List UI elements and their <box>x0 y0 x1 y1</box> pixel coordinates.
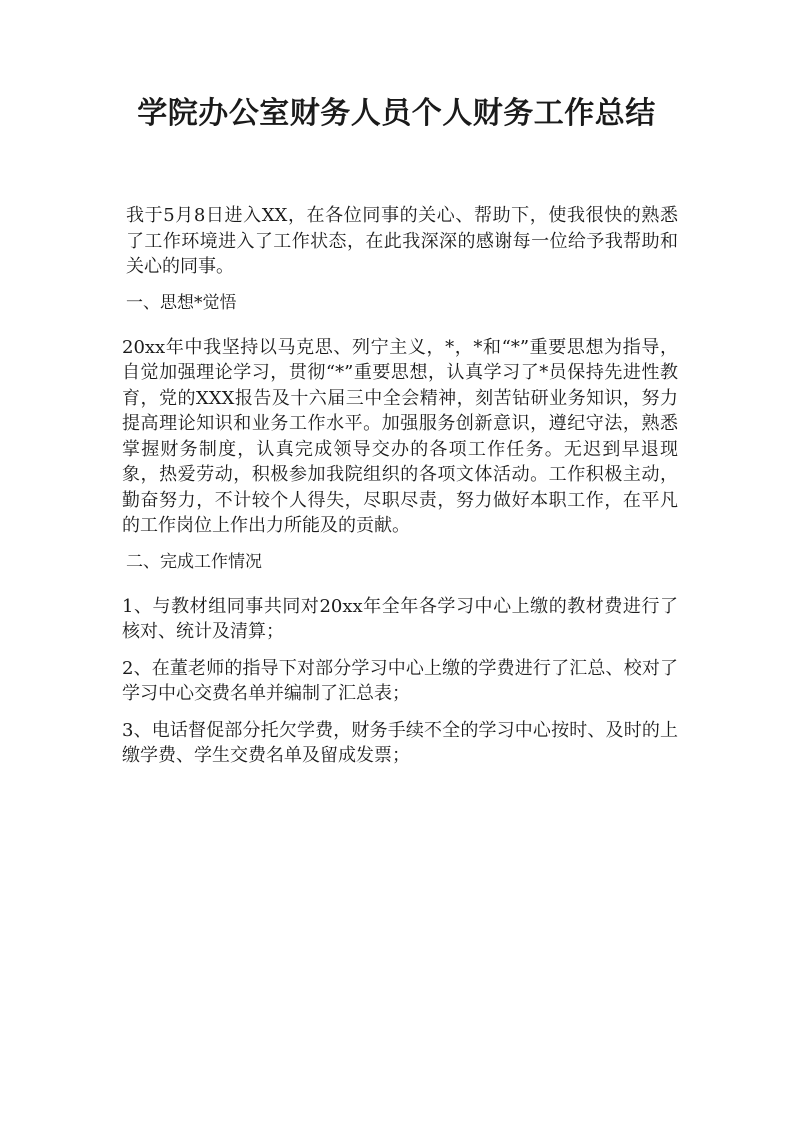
section-heading-thought: 一、思想*觉悟 <box>126 292 237 313</box>
document-body <box>118 203 678 780</box>
work-item-2: 2、在董老师的指导下对部分学习中心上缴的学费进行了汇总、校对了学习中心交费名单并编制了汇总表； <box>122 657 678 704</box>
intro-paragraph: 我于5月8日进入XX，在各位同事的关心、帮助下，使我很快的熟悉了工作环境进入了工作状态，在此我深深的感谢每一位给予我帮助和关心的同事。 <box>126 205 678 277</box>
section-paragraph-thought: 20xx年中我坚持以马克思、列宁主义，*，*和“*”重要思想为指导，自觉加强理论学习，贯彻“*”重要思想，认真学习了*员保持先进性教育，党的XXX报告及十六届三中全会精神，刻苦钻研业务知识，努力提高理论知识和业务工作水平。加强服务创新意识，遵纪守法，熟悉掌握财务制度，认真完成领导交办的各项工作任务。无迟到早退现象，热爱劳动，积极参加我院组织的各项文体活动。工作积极主动，勤奋努力，不计较个人得失，尽职尽责，努力做好本职工作，在平凡的工作岗位上作出力所能及的贡献。 <box>122 336 678 536</box>
work-item-3: 3、电话督促部分托欠学费，财务手续不全的学习中心按时、及时的上缴学费、学生交费名单及留成发票； <box>122 719 678 766</box>
section-heading-work: 二、完成工作情况 <box>126 551 262 572</box>
work-item-1: 1、与教材组同事共同对20xx年全年各学习中心上缴的教材费进行了核对、统计及清算； <box>122 595 679 642</box>
document-title: 学院办公室财务人员个人财务工作总结 <box>137 96 656 131</box>
